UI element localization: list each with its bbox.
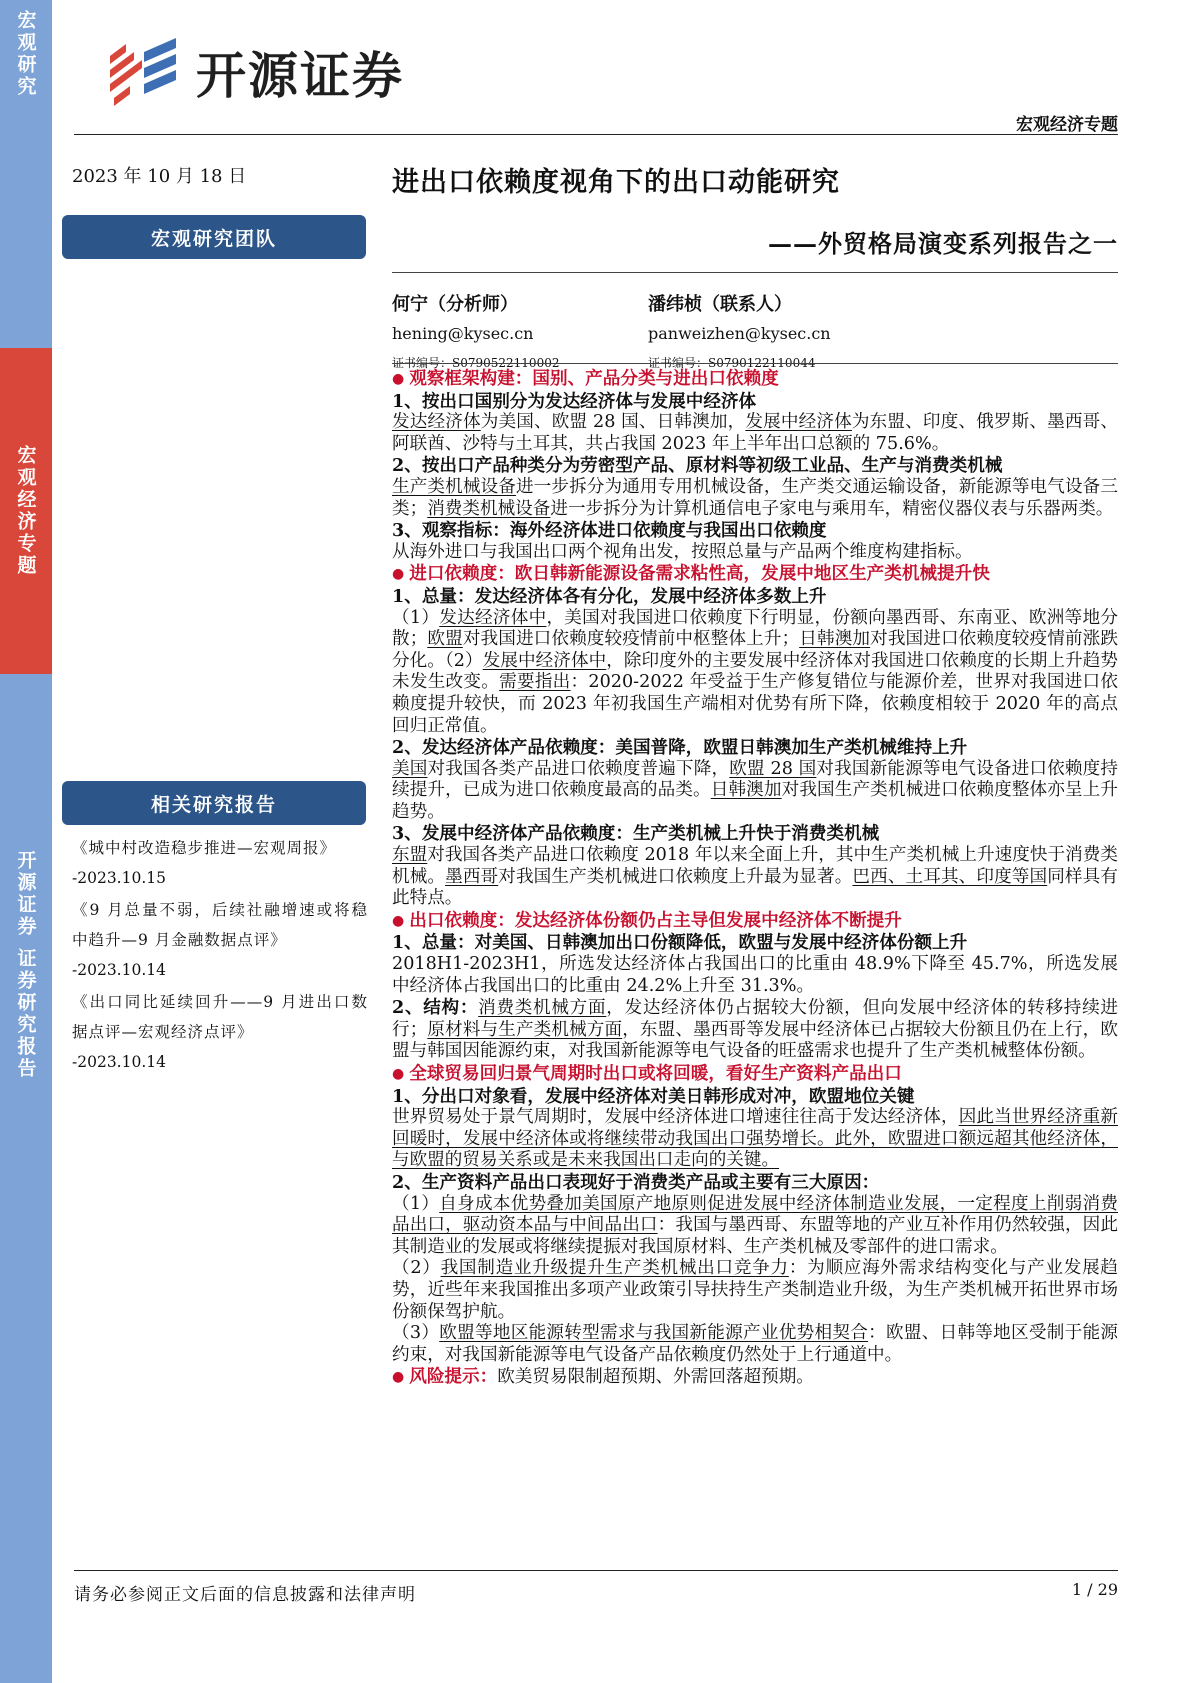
related-reports-list — [72, 833, 368, 1079]
kaiyuan-logo-icon — [104, 38, 182, 106]
paragraph: 世界贸易处于景气周期时，发展中经济体进口增速往往高于发达经济体，因此当世界经济重新回暖时，发展中经济体或将继续带动我国出口强势增长。此外，欧盟进口额远超其他经济体，与欧盟的贸易关系或是未来我国出口走向的关键。 — [392, 1107, 1118, 1171]
paragraph: （3）欧盟等地区能源转型需求与我国新能源产业优势相契合：欧盟、日韩等地区受制于能源约束，对我国新能源等电气设备产品依赖度仍然处于上行通道中。 — [392, 1323, 1118, 1365]
report-subtitle: ——外贸格局演变系列报告之一 — [768, 229, 1118, 258]
analyst-email[interactable]: hening@kysec.cn — [392, 324, 534, 343]
related-report-title: 《城中村改造稳步推进—宏观周报》 — [72, 839, 337, 857]
sub-heading: 1、分出口对象看，发展中经济体对美日韩形成对冲，欧盟地位关键 — [392, 1085, 915, 1107]
sub-heading: 1、按出口国别分为发达经济体与发展中经济体 — [392, 390, 757, 412]
sidebar — [0, 0, 52, 1683]
sub-heading: 2、发达经济体产品依赖度：美国普降，欧盟日韩澳加生产类机械维持上升 — [392, 737, 968, 759]
paragraph: 美国对我国各类产品进口依赖度普遍下降，欧盟 28 国对我国新能源等电气设备进口依赖度持续提升，已成为进口依赖度最高的品类。日韩澳加对我国生产类机械进口依赖度整体亦呈上升趋势。 — [392, 758, 1118, 822]
section-heading: ● 全球贸易回归景气周期时出口或将回暖，看好生产资料产品出口 — [392, 1063, 1118, 1086]
related-report-date: -2023.10.15 — [72, 869, 166, 887]
summary-content — [392, 368, 1118, 1389]
related-report-item[interactable] — [72, 987, 368, 1077]
section-heading: ● 进口依赖度：欧日韩新能源设备需求粘性高，发展中地区生产类机械提升快 — [392, 563, 1118, 586]
section-heading: ● 出口依赖度：发达经济体份额仍占主导但发展中经济体不断提升 — [392, 910, 1118, 933]
sidebar-label-brand: 开源证券 证券研究报告 — [14, 850, 37, 1080]
paragraph: 2018H1-2023H1，所选发达经济体占我国出口的比重由 48.9%下降至 45.7%，所选发展中经济体占我国出口的比重由 24.2%上升至 31.3%。 — [392, 954, 1118, 996]
report-type: 宏观经济专题 — [1016, 115, 1118, 135]
related-report-title: 《出口同比延续回升——9 月进出口数据点评—宏观经济点评》 — [72, 993, 368, 1041]
sub-heading: 2、按出口产品种类分为劳密型产品、原材料等初级工业品、生产与消费类机械 — [392, 455, 1003, 477]
report-title: 进出口依赖度视角下的出口动能研究 — [392, 167, 840, 198]
paragraph: 2、结构：消费类机械方面，发达经济体仍占据较大份额，但向发展中经济体的转移持续进行；原材料与生产类机械方面，东盟、墨西哥等发展中经济体已占据较大份额且仍在上行，欧盟与韩国因能源约束，对我国新能源等电气设备的旺盛需求也提升了生产类机械整体份额。 — [392, 997, 1118, 1062]
related-report-item[interactable] — [72, 833, 368, 893]
related-report-date: -2023.10.14 — [72, 1053, 166, 1071]
sub-heading: 3、观察指标：海外经济体进口依赖度与我国出口依赖度 — [392, 520, 827, 542]
sub-heading: 2、生产资料产品出口表现好于消费类产品或主要有三大原因： — [392, 1171, 880, 1193]
header-divider — [74, 134, 1118, 135]
footer-disclaimer: 请务必参阅正文后面的信息披露和法律声明 — [74, 1585, 416, 1605]
sub-heading: 3、发展中经济体产品依赖度：生产类机械上升快于消费类机械 — [392, 823, 880, 845]
sidebar-segment-macro — [0, 0, 52, 348]
sidebar-label-macro: 宏观研究 — [14, 10, 37, 98]
analyst-name: 何宁（分析师） — [392, 294, 518, 315]
analyst-cert: 证书编号：S0790522110002 — [392, 356, 560, 370]
paragraph: 东盟对我国各类产品进口依赖度 2018 年以来全面上升，其中生产类机械上升速度快于消费类机械。墨西哥对我国生产类机械进口依赖度上升最为显著。巴西、土耳其、印度等国同样具有此特点。 — [392, 845, 1118, 909]
sub-heading: 1、总量：对美国、日韩澳加出口份额降低，欧盟与发展中经济体份额上升 — [392, 932, 968, 954]
paragraph: （2）我国制造业升级提升生产类机械出口竞争力：为顺应海外需求结构变化与产业发展趋势，近些年来我国推出多项产业政策引导扶持生产类制造业升级，为生产类机械开拓世界市场份额保驾护航。 — [392, 1258, 1118, 1322]
paragraph: 发达经济体为美国、欧盟 28 国、日韩澳加，发展中经济体为东盟、印度、俄罗斯、墨西哥、阿联酋、沙特与土耳其，共占我国 2023 年上半年出口总额的 75.6%。 — [392, 412, 1118, 454]
report-date: 2023 年 10 月 18 日 — [72, 166, 247, 187]
paragraph: （1）自身成本优势叠加美国原产地原则促进发展中经济体制造业发展，一定程度上削弱消费品出口，驱动资本品与中间品出口：我国与墨西哥、东盟等地的产业互补作用仍然较强，因此其制造业的发展或将继续提振对我国原材料、生产类机械及零部件的进口需求。 — [392, 1193, 1118, 1257]
sidebar-segment-topic — [0, 348, 52, 674]
related-report-date: -2023.10.14 — [72, 961, 166, 979]
analyst-cert: 证书编号：S0790122110044 — [648, 356, 816, 370]
analyst-email[interactable]: panweizhen@kysec.cn — [648, 324, 831, 343]
paragraph: （1）发达经济体中，美国对我国进口依赖度下行明显，份额向墨西哥、东南亚、欧洲等地分散；欧盟对我国进口依赖度较疫情前中枢整体上升；日韩澳加对我国进口依赖度较疫情前涨跌分化。（2）发展中经济体中，除印度外的主要发展中经济体对我国进口依赖度的长期上升趋势未发生改变。需要指出：2020-2022 年受益于生产修复错位与能源价差，世界对我国进口依赖度提升较快，而 2023 年初我国生产端相对优势有所下降，依赖度相较于 2020 年的高点回归正常值。 — [392, 607, 1118, 736]
page-number: 1 / 29 — [1071, 1580, 1118, 1599]
logo — [104, 36, 404, 108]
related-report-item[interactable] — [72, 895, 368, 985]
analyst-divider — [392, 363, 1118, 364]
team-label: 宏观研究团队 — [62, 215, 366, 259]
sidebar-label-topic: 宏观经济专题 — [14, 445, 37, 577]
analyst-card — [648, 290, 831, 371]
analyst-card — [392, 290, 559, 371]
title-divider — [392, 272, 1118, 273]
sub-heading: 1、总量：发达经济体各有分化，发展中经济体多数上升 — [392, 585, 827, 607]
related-reports-label: 相关研究报告 — [62, 781, 366, 825]
analyst-name: 潘纬桢（联系人） — [648, 294, 792, 315]
paragraph: 从海外进口与我国出口两个视角出发，按照总量与产品两个维度构建指标。 — [392, 541, 973, 562]
risk-warning: ● 风险提示：欧美贸易限制超预期、外需回落超预期。 — [392, 1366, 1118, 1389]
sidebar-segment-brand — [0, 674, 52, 1683]
related-report-title: 《9 月总量不弱，后续社融增速或将稳中趋升—9 月金融数据点评》 — [72, 901, 368, 949]
paragraph: 生产类机械设备进一步拆分为通用专用机械设备，生产类交通运输设备，新能源等电气设备三类；消费类机械设备进一步拆分为计算机通信电子家电与乘用车，精密仪器仪表与乐器两类。 — [392, 476, 1118, 519]
section-heading: ● 观察框架构建：国别、产品分类与进出口依赖度 — [392, 368, 1118, 391]
footer-divider — [74, 1570, 1118, 1571]
brand-name: 开源证券 — [196, 47, 404, 105]
